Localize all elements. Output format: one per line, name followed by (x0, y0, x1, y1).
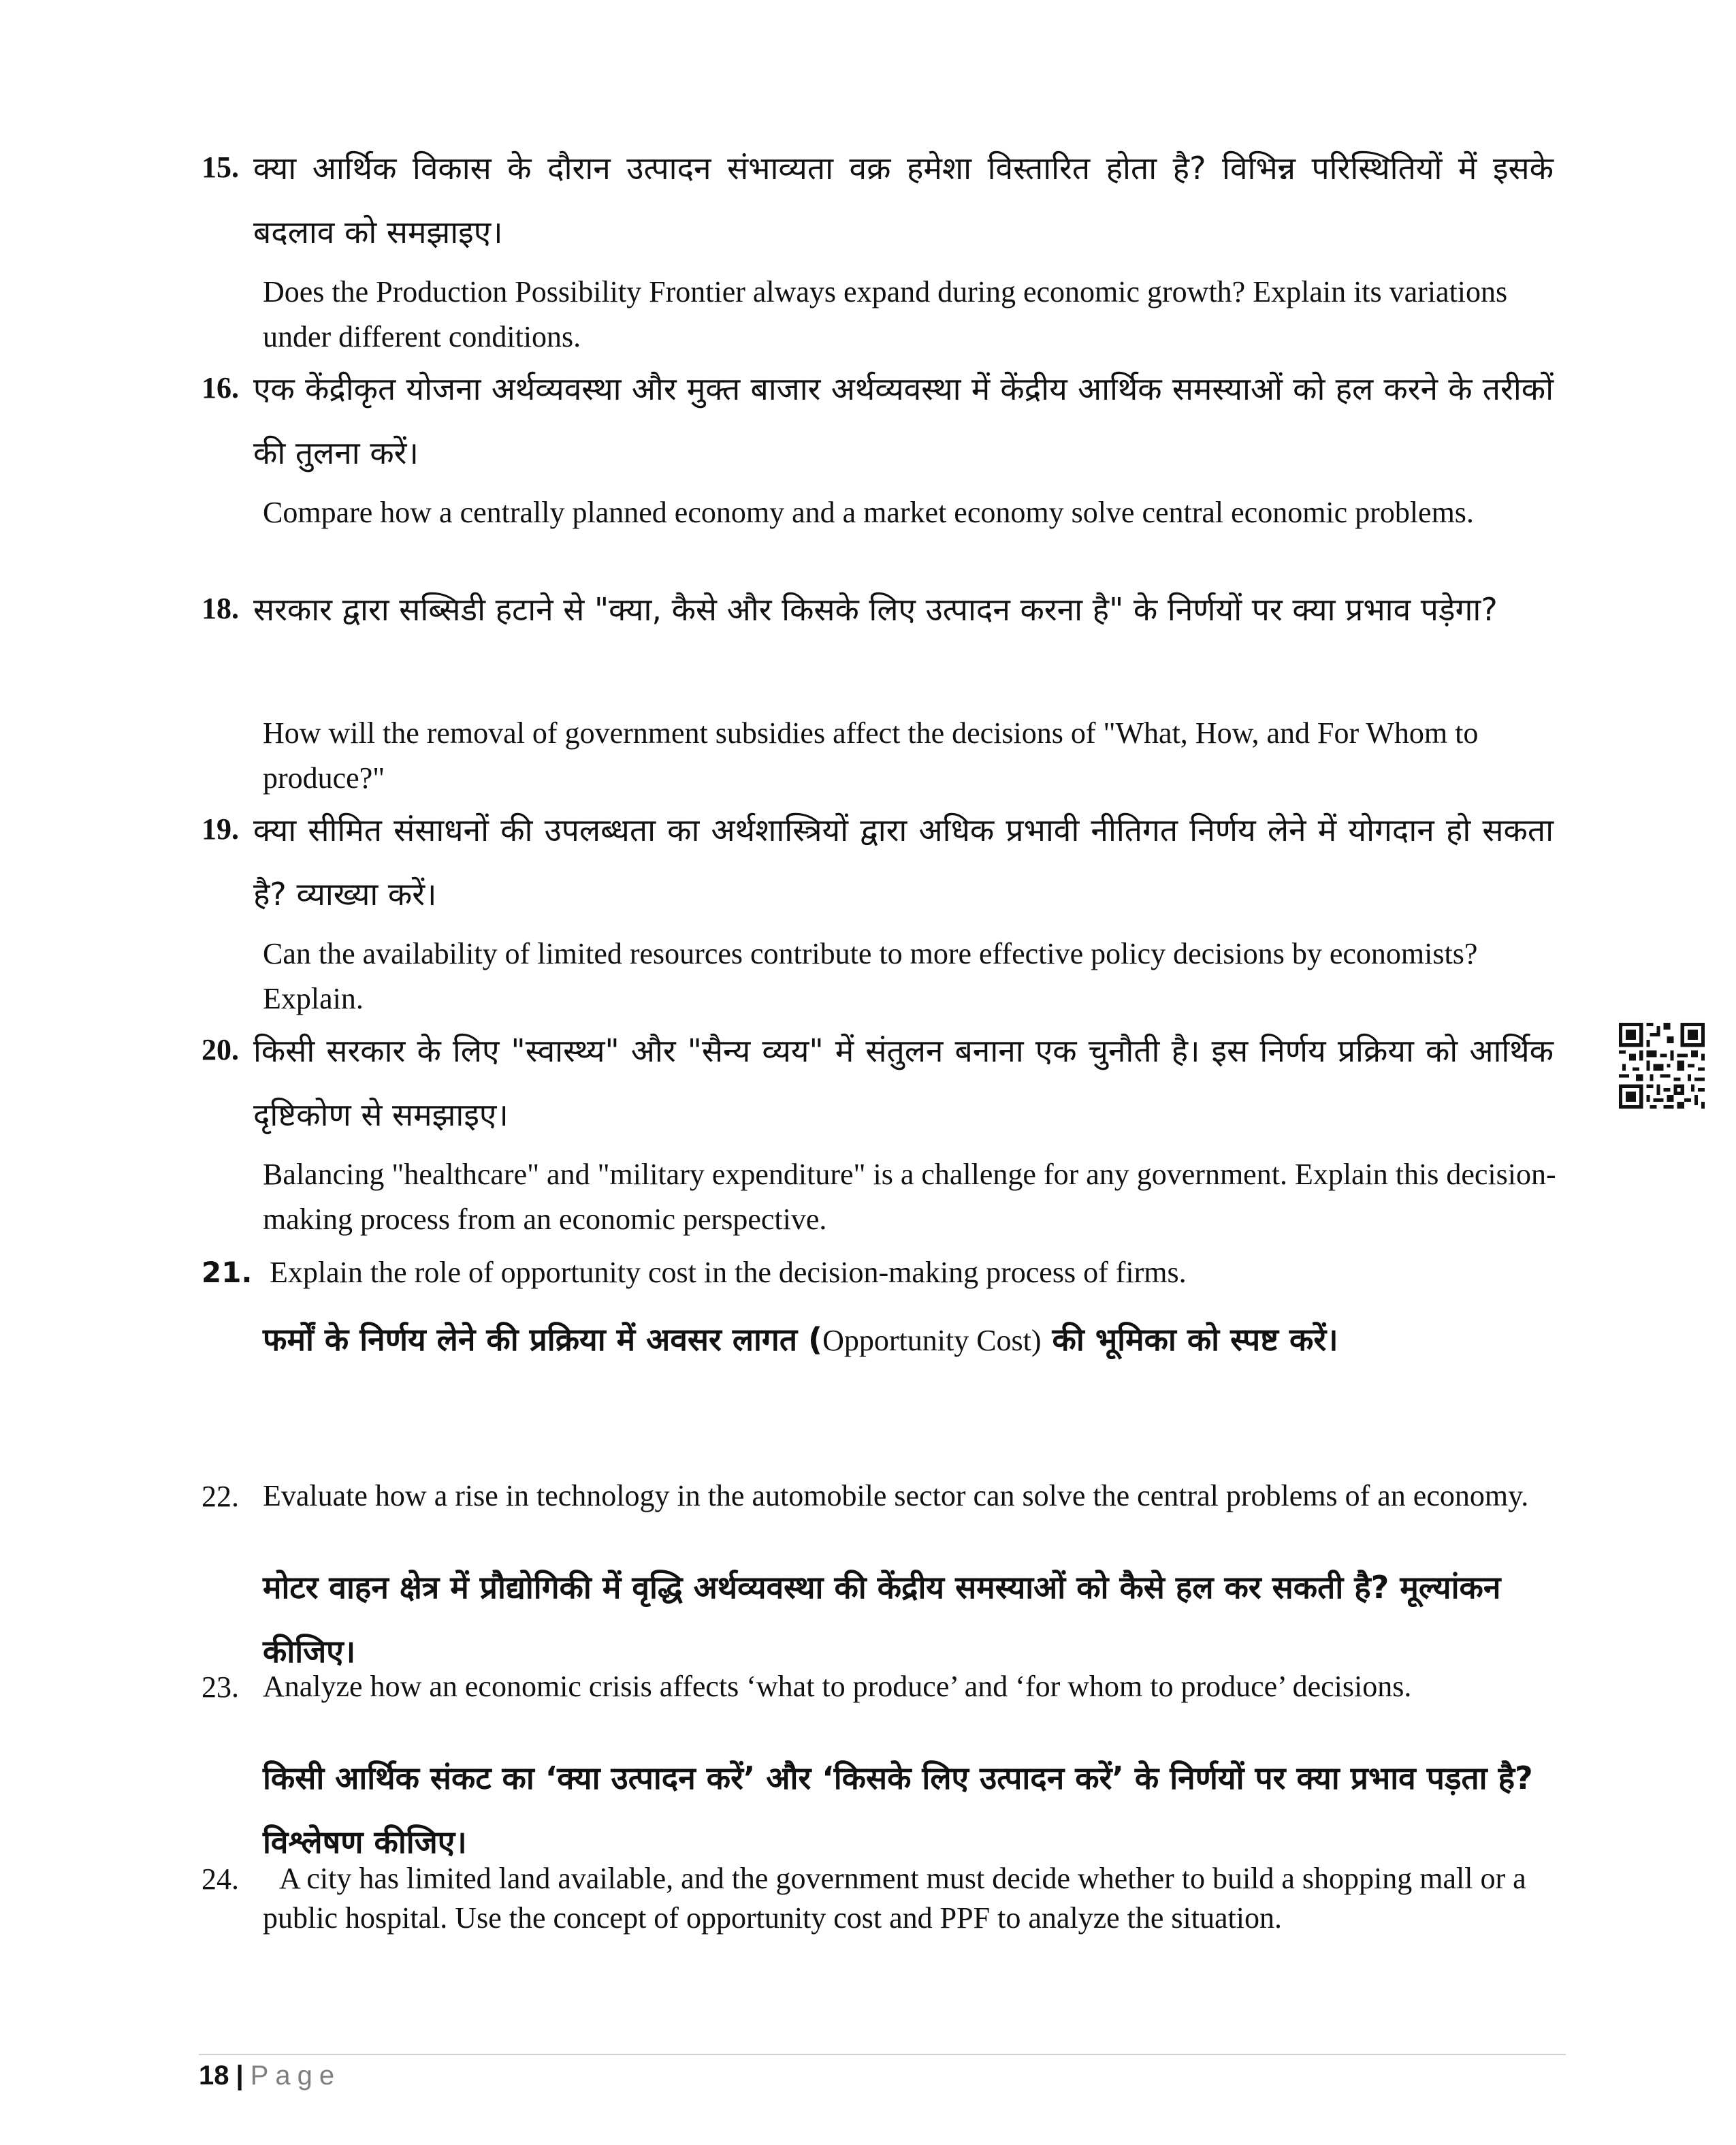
question-number: 18. (202, 592, 239, 625)
question-hindi: किसी आर्थिक संकट का ‘क्या उत्पादन करें’ और ‘किसके लिए उत्पादन करें’ के निर्णयों पर क्या प्रभाव पड़ता है? विश्लेषण कीजिए। (263, 1760, 1533, 1860)
question-english: Can the availability of limited resources contribute to more effective policy decisions by economists? Explain. (263, 937, 1478, 1015)
question-hindi: एक केंद्रीकृत योजना अर्थव्यवस्था और मुक्त बाजार अर्थव्यवस्था में केंद्रीय आर्थिक समस्याओं को हल करने के तरीकों की तुलना करें। (253, 370, 1554, 471)
question-number: 20. (202, 1033, 239, 1066)
question-number: 16. (202, 371, 239, 404)
question-english: How will the removal of government subsidies affect the decisions of "What, How, and For Whom to produce?" (263, 716, 1479, 795)
question-english: Evaluate how a rise in technology in the automobile sector can solve the central problems of an economy. (263, 1479, 1529, 1512)
question-english: Balancing "healthcare" and "military expenditure" is a challenge for any government. Explain this decision-making process from an economic perspective. (263, 1158, 1556, 1236)
footer-separator: | (236, 2061, 244, 2091)
question-number: 22. (202, 1480, 239, 1513)
opportunity-cost-term: Opportunity Cost) (822, 1324, 1042, 1357)
question-hindi: सरकार द्वारा सब्सिडी हटाने से "क्या, कैसे और किसके लिए उत्पादन करना है" के निर्णयों पर क्या प्रभाव पड़ेगा? (253, 591, 1498, 628)
hindi-text-start: फर्मों के निर्णय लेने की प्रक्रिया में अवसर लागत ( (263, 1321, 823, 1358)
question-number: 21. (202, 1256, 253, 1289)
question-number: 23. (202, 1670, 239, 1704)
qr-code-icon (1619, 1023, 1705, 1109)
question-english: Analyze how an economic crisis affects ‘what to produce’ and ‘for whom to produce’ decisions. (263, 1670, 1412, 1703)
question-english: Explain the role of opportunity cost in the decision-making process of firms. (270, 1256, 1187, 1289)
question-hindi: क्या सीमित संसाधनों की उपलब्धता का अर्थशास्त्रियों द्वारा अधिक प्रभावी नीतिगत निर्णय लेने में योगदान हो सकता है? व्याख्या करें। (253, 812, 1554, 912)
question-english: A city has limited land available, and the government must decide whether to build a shopping mall or a public hospital. Use the concept of opportunity cost and PPF to analyze the situation. (263, 1862, 1526, 1935)
question-hindi (263, 1307, 1529, 1373)
question-english: Does the Production Possibility Frontier always expand during economic growth? Explain its variations under different conditions. (263, 275, 1508, 353)
question-hindi: मोटर वाहन क्षेत्र में प्रौद्योगिकी में वृद्धि अर्थव्यवस्था की केंद्रीय समस्याओं को कैसे हल कर सकती है? मूल्यांकन कीजिए। (263, 1569, 1501, 1670)
hindi-text-end: की भूमिका को स्पष्ट करें। (1041, 1321, 1338, 1358)
question-hindi: किसी सरकार के लिए "स्वास्थ्य" और "सैन्य व्यय" में संतुलन बनाना एक चुनौती है। इस निर्णय प्रक्रिया को आर्थिक दृष्टिकोण से समझाइए। (253, 1032, 1554, 1133)
footer-divider (199, 2054, 1566, 2055)
question-number: 15. (202, 150, 239, 184)
page-footer (199, 2061, 341, 2091)
question-hindi: क्या आर्थिक विकास के दौरान उत्पादन संभाव्यता वक्र हमेशा विस्तारित होता है? विभिन्न परिस्थितियों में इसके बदलाव को समझाइए। (253, 150, 1554, 251)
question-english: Compare how a centrally planned economy and a market economy solve central economic problems. (263, 496, 1474, 529)
question-number: 19. (202, 812, 239, 846)
question-number: 24. (202, 1862, 239, 1896)
page-number: 18 (199, 2061, 229, 2091)
page-label: Page (250, 2061, 342, 2091)
